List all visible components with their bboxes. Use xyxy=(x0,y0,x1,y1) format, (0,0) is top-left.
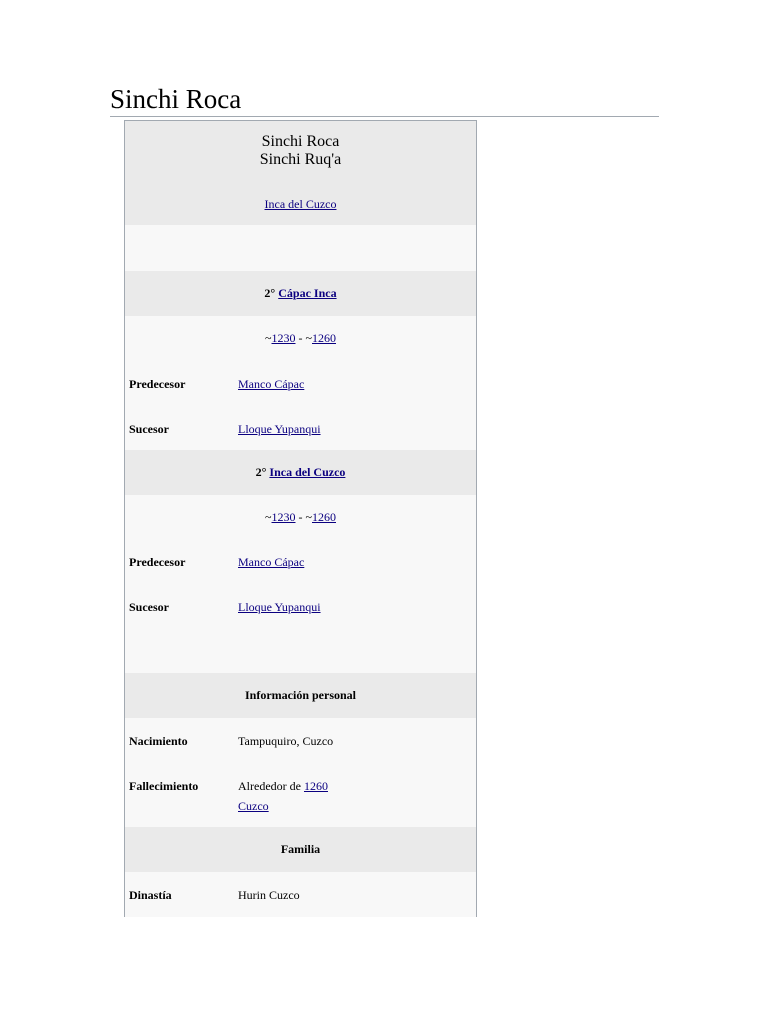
predecessor-row xyxy=(125,361,476,406)
term-start-link[interactable]: 1230 xyxy=(271,510,296,524)
infobox-subtitle-link[interactable]: Inca del Cuzco xyxy=(264,197,337,211)
term-end-link[interactable]: 1260 xyxy=(312,331,336,345)
predecessor-link[interactable]: Manco Cápac xyxy=(238,555,305,569)
successor-label: Sucesor xyxy=(129,600,169,614)
successor-link[interactable]: Lloque Yupanqui xyxy=(238,422,321,436)
term-prefix: ~ xyxy=(265,331,272,345)
successor-row xyxy=(125,406,476,450)
office-header-inca-del-cuzco xyxy=(125,450,476,495)
death-row xyxy=(125,763,476,827)
death-label: Fallecimiento xyxy=(129,779,199,793)
title-divider xyxy=(110,116,659,117)
birth-label: Nacimiento xyxy=(129,734,188,748)
predecessor-label: Predecesor xyxy=(129,555,186,569)
office-term xyxy=(125,316,476,361)
birth-value: Tampuquiro, Cuzco xyxy=(238,734,334,748)
infobox-native-name: Sinchi Ruq'a xyxy=(259,151,342,168)
infobox-name: Sinchi Roca xyxy=(261,133,340,150)
family-header: Familia xyxy=(125,827,476,872)
death-year-link[interactable]: 1260 xyxy=(303,779,328,793)
term-prefix: ~ xyxy=(265,510,272,524)
birth-row xyxy=(125,718,476,763)
page-title: Sinchi Roca xyxy=(110,84,242,114)
predecessor-label: Predecesor xyxy=(129,377,186,391)
office-term xyxy=(125,495,476,540)
capac-inca-link[interactable]: Cápac Inca xyxy=(278,286,337,300)
term-separator: - ~ xyxy=(295,331,312,345)
inca-del-cuzco-link[interactable]: Inca del Cuzco xyxy=(269,465,346,479)
office-ordinal: 2° xyxy=(255,465,267,479)
dynasty-label: Dinastía xyxy=(129,888,172,902)
death-place-link[interactable]: Cuzco xyxy=(238,799,269,813)
office-header-capac-inca xyxy=(125,271,476,316)
personal-info-header: Información personal xyxy=(125,673,476,718)
office-ordinal: 2° xyxy=(264,286,276,300)
predecessor-link[interactable]: Manco Cápac xyxy=(238,377,305,391)
successor-label: Sucesor xyxy=(129,422,169,436)
term-end-link[interactable]: 1260 xyxy=(312,510,336,524)
successor-row xyxy=(125,585,476,629)
infobox-image-area xyxy=(125,225,476,271)
infobox-title-block xyxy=(125,121,476,225)
predecessor-row xyxy=(125,540,476,585)
death-value xyxy=(238,776,328,816)
dynasty-value: Hurin Cuzco xyxy=(238,888,300,902)
dynasty-row xyxy=(125,872,476,917)
successor-link[interactable]: Lloque Yupanqui xyxy=(238,600,321,614)
term-start-link[interactable]: 1230 xyxy=(271,331,296,345)
term-separator: - ~ xyxy=(295,510,312,524)
infobox xyxy=(124,120,477,917)
death-prefix: Alrededor de xyxy=(238,779,304,793)
